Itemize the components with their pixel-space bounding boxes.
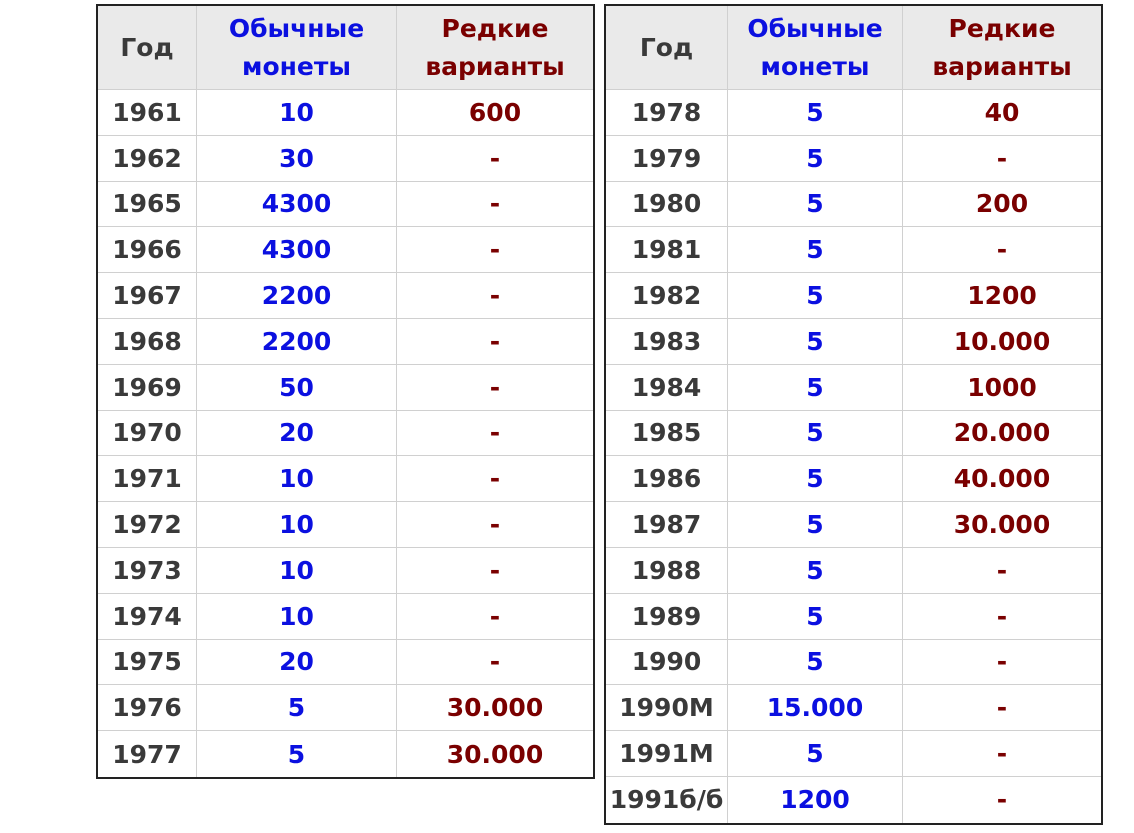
table-row — [606, 640, 1101, 686]
common-coins-cell: 5 — [728, 136, 903, 181]
table-body — [606, 90, 1101, 823]
table-row — [606, 90, 1101, 136]
coin-table-right — [604, 4, 1103, 825]
year-cell: 1978 — [606, 90, 728, 135]
common-coins-cell: 5 — [728, 319, 903, 364]
common-coins-cell: 5 — [728, 411, 903, 456]
table-row — [606, 502, 1101, 548]
common-coins-cell: 10 — [197, 548, 397, 593]
table-row — [98, 273, 593, 319]
year-cell: 1962 — [98, 136, 197, 181]
table-row — [606, 594, 1101, 640]
year-cell: 1966 — [98, 227, 197, 272]
rare-variants-cell: 30.000 — [953, 510, 1051, 540]
table-row — [606, 136, 1101, 182]
year-cell: 1984 — [606, 365, 728, 410]
rare-variants-cell: - — [489, 601, 501, 631]
rare-variants-cell: 40.000 — [953, 464, 1051, 494]
table-row — [606, 777, 1101, 823]
year-cell: 1986 — [606, 456, 728, 501]
table-header — [98, 6, 593, 90]
common-coins-cell: 5 — [728, 273, 903, 318]
table-row — [98, 456, 593, 502]
year-cell: 1985 — [606, 411, 728, 456]
rare-variants-cell: 600 — [468, 97, 522, 127]
rare-variants-cell: - — [489, 143, 501, 173]
year-cell: 1977 — [98, 731, 197, 777]
common-coins-cell: 5 — [728, 456, 903, 501]
common-coins-cell: 5 — [728, 594, 903, 639]
table-row — [98, 731, 593, 777]
table-row — [98, 136, 593, 182]
table-header — [606, 6, 1101, 90]
rare-variants-cell: - — [489, 418, 501, 448]
table-row — [606, 456, 1101, 502]
common-coins-cell: 10 — [197, 456, 397, 501]
year-cell: 1974 — [98, 594, 197, 639]
common-coins-cell: 5 — [728, 365, 903, 410]
year-cell: 1971 — [98, 456, 197, 501]
year-cell: 1983 — [606, 319, 728, 364]
header-year: Год — [606, 6, 728, 89]
rare-variants-cell: - — [996, 693, 1008, 723]
table-row — [98, 365, 593, 411]
header-common-coins: Обычные монеты — [728, 6, 903, 89]
common-coins-cell: 2200 — [197, 319, 397, 364]
table-row — [98, 182, 593, 228]
year-cell: 1990 — [606, 640, 728, 685]
table-row — [606, 411, 1101, 457]
common-coins-cell: 5 — [728, 227, 903, 272]
rare-variants-cell: - — [489, 555, 501, 585]
coin-table-left — [96, 4, 595, 779]
table-row — [98, 640, 593, 686]
rare-variants-cell: - — [996, 785, 1008, 815]
rare-variants-cell: - — [996, 555, 1008, 585]
common-coins-cell: 5 — [728, 502, 903, 547]
table-row — [606, 365, 1101, 411]
table-row — [606, 182, 1101, 228]
year-cell: 1961 — [98, 90, 197, 135]
table-row — [98, 411, 593, 457]
common-coins-cell: 20 — [197, 640, 397, 685]
header-year: Год — [98, 6, 197, 89]
year-cell: 1987 — [606, 502, 728, 547]
common-coins-cell: 5 — [197, 685, 397, 730]
rare-variants-cell: - — [489, 189, 501, 219]
year-cell: 1968 — [98, 319, 197, 364]
year-cell: 1967 — [98, 273, 197, 318]
rare-variants-cell: 10.000 — [953, 326, 1051, 356]
table-row — [98, 594, 593, 640]
rare-variants-cell: 40 — [984, 97, 1020, 127]
common-coins-cell: 5 — [728, 548, 903, 593]
rare-variants-cell: - — [489, 647, 501, 677]
common-coins-cell: 4300 — [197, 182, 397, 227]
rare-variants-cell: - — [489, 281, 501, 311]
common-coins-cell: 2200 — [197, 273, 397, 318]
common-coins-cell: 5 — [728, 731, 903, 776]
table-row — [98, 319, 593, 365]
common-coins-cell: 15.000 — [728, 685, 903, 730]
table-row — [98, 685, 593, 731]
common-coins-cell: 5 — [728, 640, 903, 685]
table-row — [98, 502, 593, 548]
common-coins-cell: 10 — [197, 502, 397, 547]
year-cell: 1979 — [606, 136, 728, 181]
year-cell: 1975 — [98, 640, 197, 685]
year-cell: 1965 — [98, 182, 197, 227]
common-coins-cell: 5 — [728, 90, 903, 135]
year-cell: 1969 — [98, 365, 197, 410]
common-coins-cell: 10 — [197, 90, 397, 135]
rare-variants-cell: 1000 — [967, 372, 1037, 402]
year-cell: 1980 — [606, 182, 728, 227]
common-coins-cell: 10 — [197, 594, 397, 639]
year-cell: 1988 — [606, 548, 728, 593]
table-row — [606, 731, 1101, 777]
common-coins-cell: 1200 — [728, 777, 903, 823]
rare-variants-cell: 20.000 — [953, 418, 1051, 448]
table-row — [98, 90, 593, 136]
rare-variants-cell: - — [489, 326, 501, 356]
table-row — [606, 548, 1101, 594]
year-cell: 1970 — [98, 411, 197, 456]
common-coins-cell: 30 — [197, 136, 397, 181]
rare-variants-cell: - — [489, 464, 501, 494]
common-coins-cell: 5 — [728, 182, 903, 227]
header-rare-variants: Редкие варианты — [425, 13, 565, 81]
year-cell: 1981 — [606, 227, 728, 272]
year-cell: 1982 — [606, 273, 728, 318]
year-cell: 1991б/б — [606, 777, 728, 823]
rare-variants-cell: - — [489, 510, 501, 540]
table-row — [606, 273, 1101, 319]
year-cell: 1972 — [98, 502, 197, 547]
common-coins-cell: 20 — [197, 411, 397, 456]
year-cell: 1989 — [606, 594, 728, 639]
rare-variants-cell: 1200 — [967, 281, 1037, 311]
rare-variants-cell: 200 — [975, 189, 1029, 219]
table-row — [98, 548, 593, 594]
common-coins-cell: 50 — [197, 365, 397, 410]
table-row — [98, 227, 593, 273]
common-coins-cell: 4300 — [197, 227, 397, 272]
header-common-coins: Обычные монеты — [197, 6, 397, 89]
rare-variants-cell: - — [489, 235, 501, 265]
rare-variants-cell: - — [489, 372, 501, 402]
table-body — [98, 90, 593, 777]
year-cell: 1973 — [98, 548, 197, 593]
year-cell: 1990М — [606, 685, 728, 730]
year-cell: 1976 — [98, 685, 197, 730]
table-row — [606, 319, 1101, 365]
rare-variants-cell: - — [996, 601, 1008, 631]
rare-variants-cell: - — [996, 143, 1008, 173]
common-coins-cell: 5 — [197, 731, 397, 777]
rare-variants-cell: 30.000 — [446, 739, 544, 769]
table-row — [606, 685, 1101, 731]
rare-variants-cell: - — [996, 739, 1008, 769]
table-row — [606, 227, 1101, 273]
rare-variants-cell: - — [996, 647, 1008, 677]
year-cell: 1991М — [606, 731, 728, 776]
header-rare-variants: Редкие варианты — [932, 13, 1072, 81]
rare-variants-cell: 30.000 — [446, 693, 544, 723]
rare-variants-cell: - — [996, 235, 1008, 265]
